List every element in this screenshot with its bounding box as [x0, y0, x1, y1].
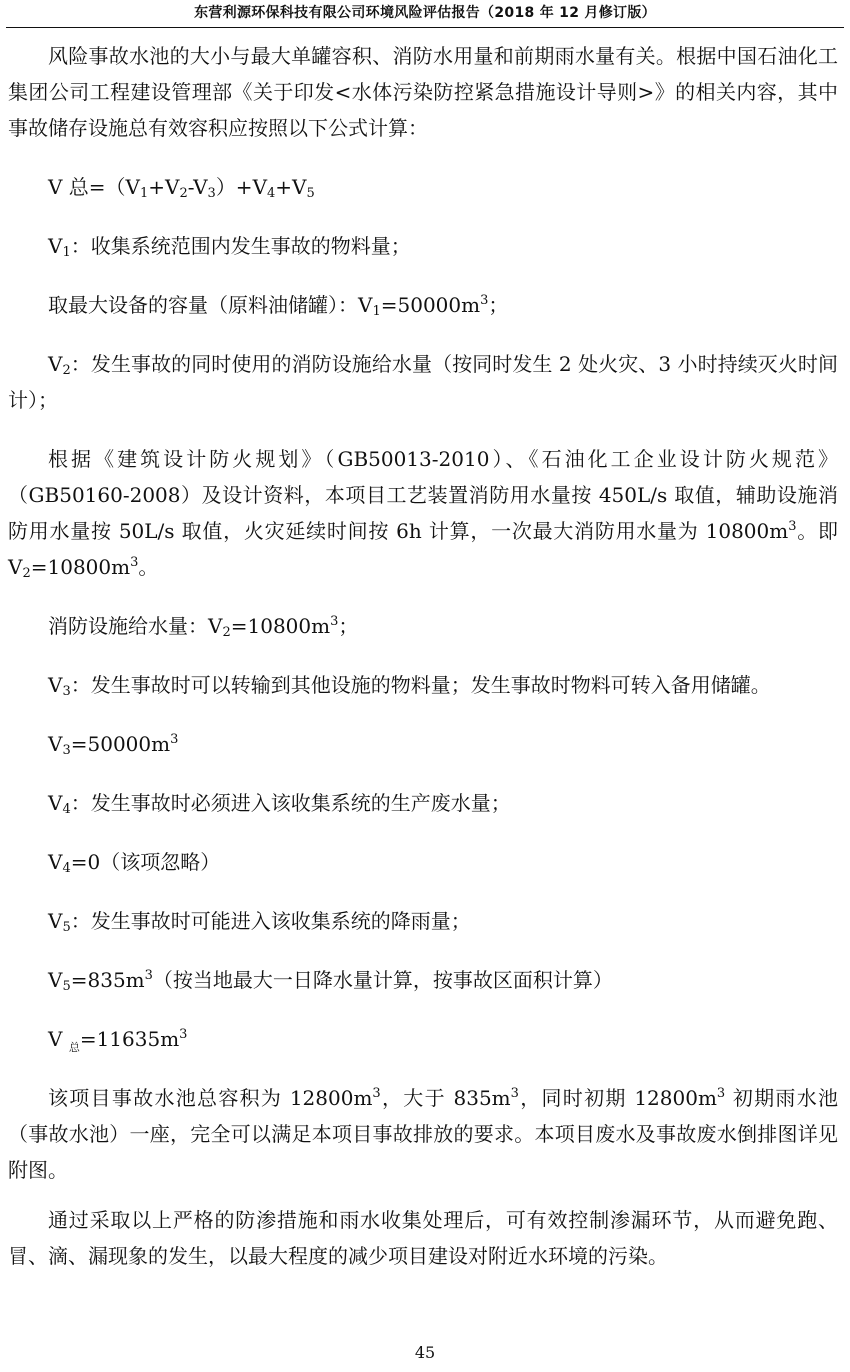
page-header: 东营利源环保科技有限公司环境风险评估报告（2018 年 12 月修订版） — [194, 5, 656, 21]
v1-description: $V_1$：收集系统范围内发生事故的物料量； — [48, 234, 411, 260]
v2-value: 消防设施给水量：$V_2=10800m^3$； — [48, 614, 359, 640]
document-body — [8, 38, 838, 1274]
final-paragraph: 通过采取以上严格的防渗措施和雨水收集处理后，可有效控制渗漏环节，从而避免跑、冒、滴、漏现象的发生，以最大程度的减少项目建设对附近水环境的污染。 — [8, 1208, 838, 1268]
v4-value: $V_4=0$（该项忽略） — [48, 850, 221, 876]
v5-description: $V_5$：发生事故时可能进入该收集系统的降雨量； — [48, 909, 471, 935]
conclusion-paragraph: 该项目事故水池总容积为 $12800m^3$，大于 $835m^3$，同时初期 $12800m^3$ 初期雨水池（事故水池）一座，完全可以满足本项目事故排放的要求。本项目废水及事故废水倒排图详见附图。 — [8, 1086, 839, 1182]
header-rule — [6, 27, 844, 28]
formula-line: V 总$=(V_1+V_2-V_3)+V_4+V_5$ — [48, 175, 315, 201]
v4-description: $V_4$：发生事故时必须进入该收集系统的生产废水量； — [48, 791, 511, 817]
intro-paragraph: 风险事故水池的大小与最大单罐容积、消防水用量和前期雨水量有关。根据中国石油化工集团公司工程建设管理部《关于印发<水体污染防控紧急措施设计导则>》的相关内容，其中事故储存设施总有效容积应按照以下公式计算： — [8, 44, 838, 140]
fire-water-basis-paragraph: 根据《建筑设计防火规划》（GB50013-2010）、《石油化工企业设计防火规范》（GB50160-2008）及设计资料，本项目工艺装置消防用水量按 450L/s 取值，辅助设施消防用水量按 50L/s 取值，火灾延续时间按 6h 计算，一次最大消防用水量为 $10800m^3$。即 $V_2=10800m^3$。 — [8, 447, 839, 581]
v3-description: $V_3$：发生事故时可以转输到其他设施的物料量；发生事故时物料可转入备用储罐。 — [48, 673, 771, 699]
v5-value: $V_5=835m^3$（按当地最大一日降水量计算，按事故区面积计算） — [48, 968, 613, 994]
v-total: V $_总=11635m^3$ — [48, 1027, 188, 1054]
v3-value: $V_3=50000m^3$ — [48, 732, 179, 758]
page-number: 45 — [414, 1343, 436, 1362]
v2-description: $V_2$：发生事故的同时使用的消防设施给水量（按同时发生 2 处火灾、3 小时持续灭火时间计）； — [8, 352, 838, 412]
v1-value: 取最大设备的容量（原料油储罐）：$V_1=50000m^3$； — [48, 293, 509, 319]
